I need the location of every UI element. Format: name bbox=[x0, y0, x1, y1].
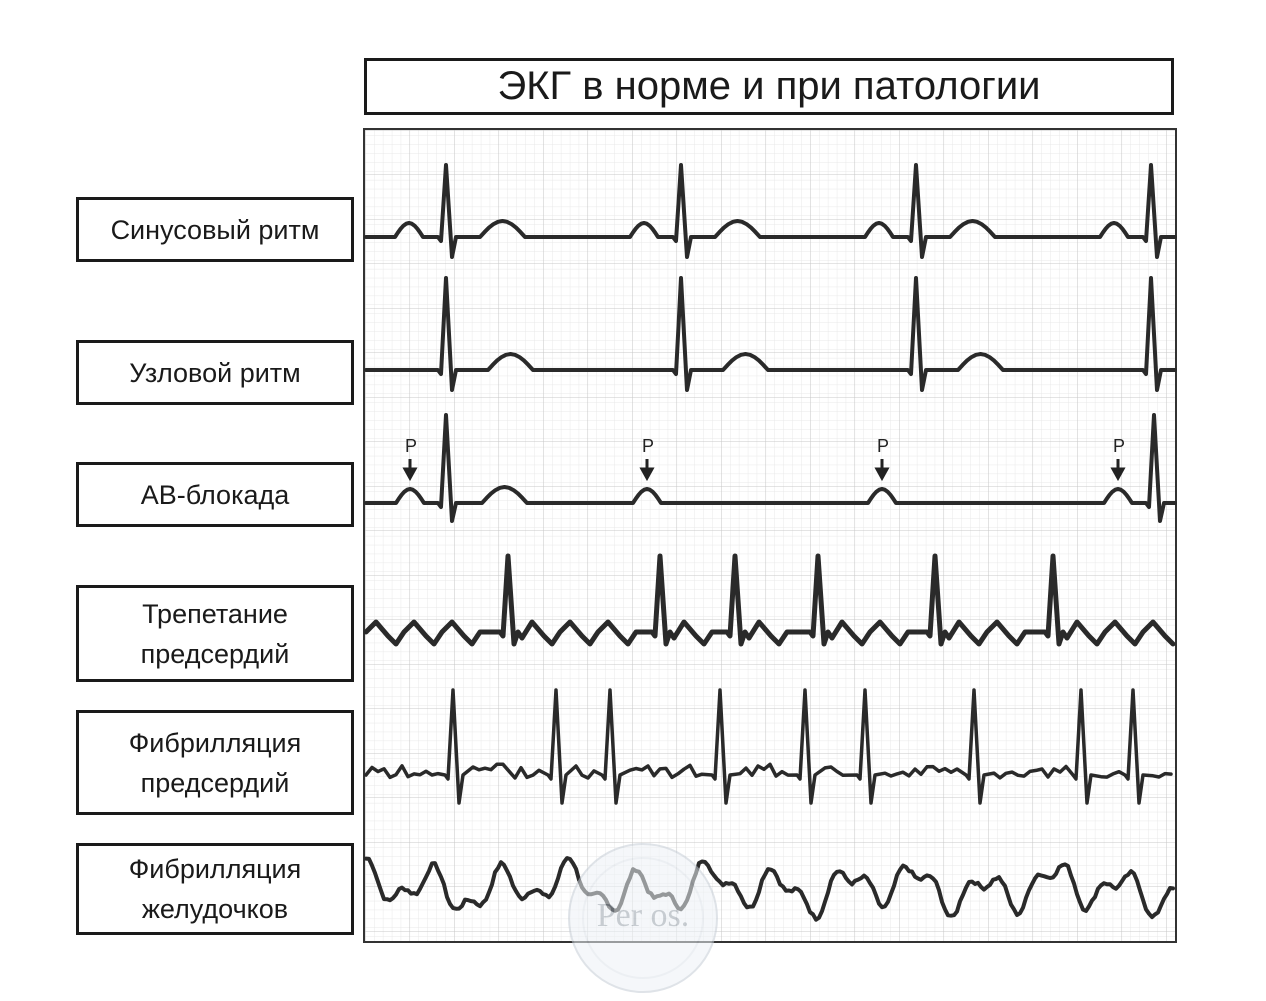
p-wave-label: P bbox=[1112, 436, 1126, 456]
label-atrial-flutter: Трепетание предсердий bbox=[76, 585, 354, 682]
watermark-text: Per os. bbox=[596, 897, 690, 934]
p-wave-label: P bbox=[641, 436, 655, 456]
page-title: ЭКГ в норме и при патологии bbox=[364, 58, 1174, 115]
p-wave-label: P bbox=[876, 436, 890, 456]
label-nodal-rhythm: Узловой ритм bbox=[76, 340, 354, 405]
label-atrial-fibrillation: Фибрилляция предсердий bbox=[76, 710, 354, 815]
grid-pattern bbox=[365, 130, 1175, 941]
label-av-block: АВ-блокада bbox=[76, 462, 354, 527]
label-sinus-rhythm: Синусовый ритм bbox=[76, 197, 354, 262]
p-wave-label: P bbox=[404, 436, 418, 456]
watermark-logo bbox=[569, 844, 717, 992]
label-ventricular-fibrillation: Фибрилляция желудочков bbox=[76, 843, 354, 935]
